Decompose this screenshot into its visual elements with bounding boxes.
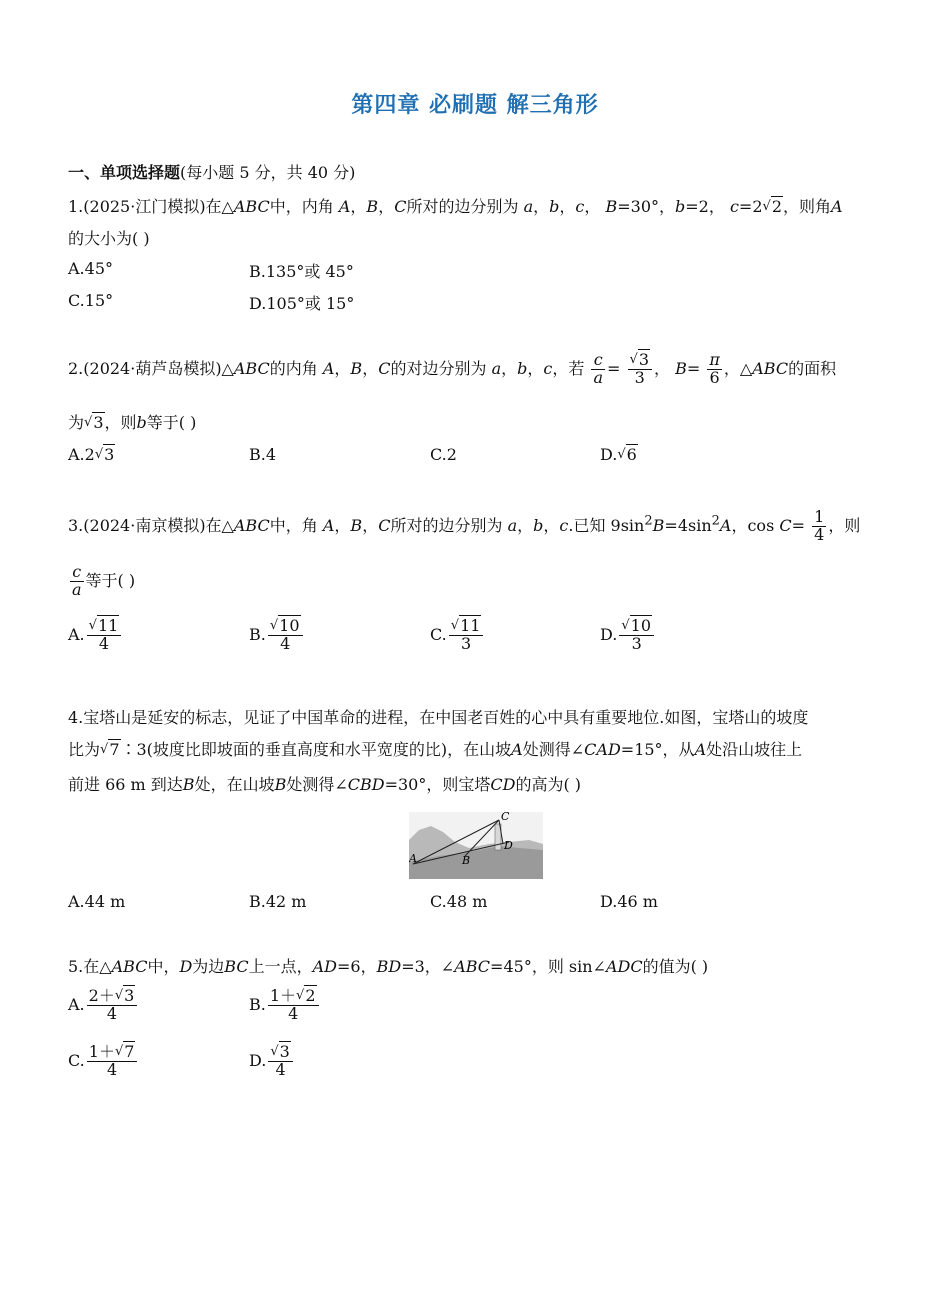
q4-line2: 比为√7∶3(坡度比即坡面的垂直高度和水平宽度的比)，在山坡A处测得∠CAD=15°，从A处沿山坡往上 [68,740,803,759]
fraction: $\frac{\pi}{6}$ [709,350,720,387]
q1-option-a[interactable]: A.45° [68,259,113,278]
q5-option-b[interactable]: B. $\frac{1+√2}{4}$ [249,988,321,1023]
q5-option-c[interactable]: C. $\frac{1+√7}{4}$ [68,1044,139,1079]
q4-option-b[interactable]: B.42 m [249,892,307,911]
page-title: 第四章 必刷题 解三角形 [351,93,599,118]
label-d: D [504,839,513,852]
q1-option-b[interactable]: B.135°或 45° [249,262,354,281]
q4-option-d[interactable]: D.46 m [600,892,658,911]
q3-option-c[interactable]: C. $\frac{√11}{3}$ [430,618,485,653]
label-a: A [409,852,417,865]
q1-line2: 的大小为( ) [68,229,150,248]
fraction: $\frac{1}{4}$ [814,507,825,544]
q2-line2: 为√3，则b等于( ) [68,413,197,432]
q2-option-d[interactable]: D.√6 [600,445,637,464]
fraction: $\frac{√3}{3}$ [628,352,652,387]
q4-line1: 4.宝塔山是延安的标志，见证了中国革命的进程，在中国老百姓的心中具有重要地位.如图，宝塔山的坡度 [68,708,809,727]
q1-line1: 1.(2025·江门模拟)在△ABC中，内角 A，B，C所对的边分别为 a，b，c， B=30°，b=2， c=2√2，则角A [68,197,843,216]
sqrt-expr: √2 [762,197,782,216]
section-note: (每小题 5 分，共 40 分) [180,163,356,182]
q3-option-b[interactable]: B. $\frac{√10}{4}$ [249,618,305,653]
q1-option-d[interactable]: D.105°或 15° [249,294,355,313]
q3-option-a[interactable]: A. $\frac{√11}{4}$ [68,618,123,653]
label-b: B [462,854,471,867]
q2-line1: 2.(2024·葫芦岛模拟)△ABC的内角 A，B，C的对边分别为 a，b，c，若 $\frac{c}{a}$ = $\frac{√3}{3}$ ， B= $\frac{\pi}{6}$ ，△ABC的面积 [68,350,837,387]
q2-option-c[interactable]: C.2 [430,445,457,464]
label-c: C [501,812,510,823]
q3-line1: 3.(2024·南京模拟)在△ABC中，角 A，B，C所对的边分别为 a，b，c.已知 $9\sin^2B=4\sin^2A$，cos C= $\frac{1}{4}$ ，则 [68,507,861,544]
q1-option-c[interactable]: C.15° [68,291,114,310]
q3-line2: $\frac{c}{a}$ 等于( ) [72,562,136,599]
q2-option-b[interactable]: B.4 [249,445,277,464]
q4-line3: 前进 66 m 到达B处，在山坡B处测得∠CBD=30°，则宝塔CD的高为( ) [68,775,582,794]
pagoda-hill-figure [409,812,543,879]
fraction: $\frac{c}{a}$ [593,350,604,387]
section-heading [68,160,355,183]
q5-option-a[interactable]: A. $\frac{2+√3}{4}$ [68,988,139,1023]
section-label: 一、单项选择题 [68,163,181,182]
q2-option-a[interactable]: A.2√3 [68,445,115,464]
q3-option-d[interactable]: D. $\frac{√10}{3}$ [600,618,656,653]
q4-option-c[interactable]: C.48 m [430,892,488,911]
q4-option-a[interactable]: A.44 m [68,892,126,911]
fraction: $\frac{c}{a}$ [72,562,82,599]
q5-line1: 5.在△ABC中，D为边BC上一点，AD=6，BD=3，∠ABC=45°，则 sin∠ADC的值为( ) [68,957,709,976]
q5-option-d[interactable]: D. $\frac{√3}{4}$ [249,1044,295,1079]
